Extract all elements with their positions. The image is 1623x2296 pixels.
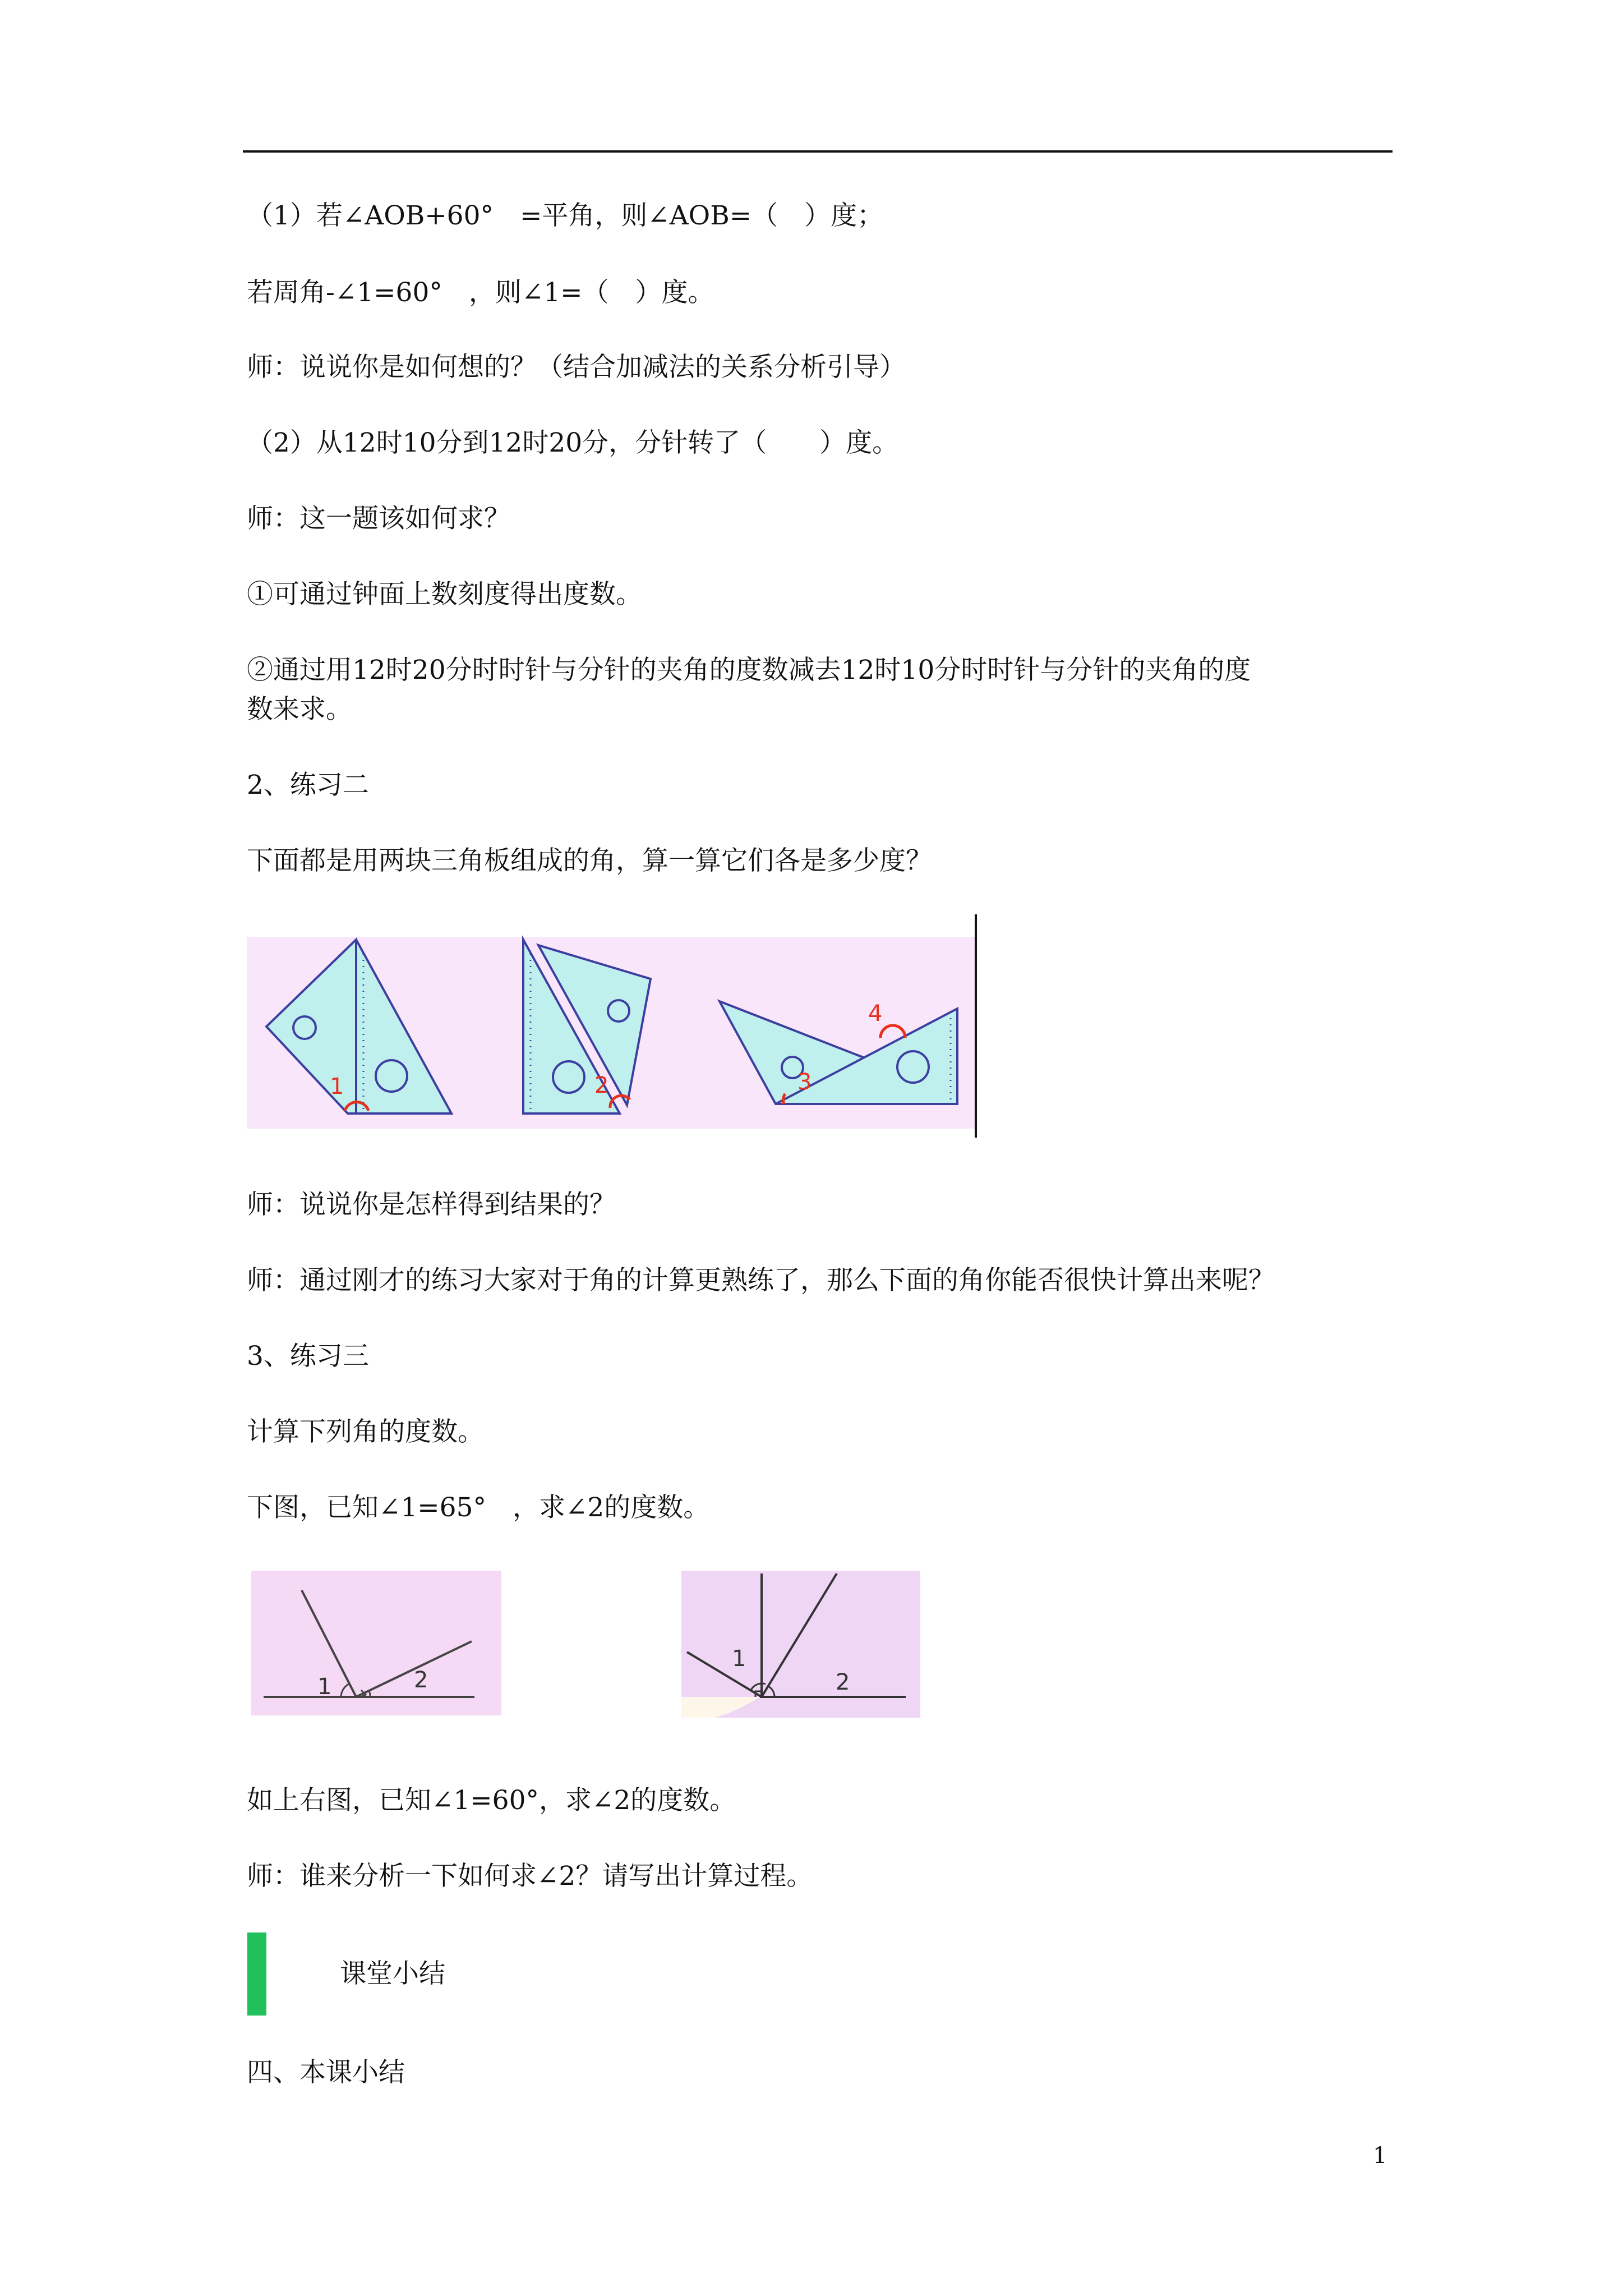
angle-label-3: 3 bbox=[797, 1069, 812, 1095]
method-2-line-1: ②通过用12时20分时时针与分针的夹角的度数减去12时10分时时针与分针的夹角的度 bbox=[247, 655, 1251, 685]
teacher-prompt-2: 师：这一题该如何求？ bbox=[247, 503, 510, 534]
header-rule bbox=[243, 150, 1393, 153]
question-1-line-1: （1）若∠AOB+60° =平角，则∠AOB=（ ）度； bbox=[247, 200, 884, 231]
teacher-prompt-4: 师：通过刚才的练习大家对于角的计算更熟练了，那么下面的角你能否很快计算出来呢？ bbox=[247, 1265, 1275, 1296]
angle-diagram-left bbox=[251, 1571, 501, 1715]
angle-diagram-right bbox=[681, 1571, 920, 1718]
question-1-line-2: 若周角-∠1=60° ，则∠1=（ ）度。 bbox=[247, 277, 714, 308]
exercise-2-instruction: 下面都是用两块三角板组成的角，算一算它们各是多少度？ bbox=[247, 845, 932, 876]
teacher-prompt-3: 师：说说你是怎样得到结果的？ bbox=[247, 1189, 616, 1220]
teacher-prompt-1: 师：说说你是如何想的？（结合加减法的关系分析引导） bbox=[247, 352, 906, 383]
angle-label-2: 2 bbox=[414, 1667, 428, 1693]
exercise-3-question-1: 下图，已知∠1=65° ，求∠2的度数。 bbox=[247, 1492, 710, 1523]
angle-label-2: 2 bbox=[594, 1073, 609, 1098]
method-2-line-2: 数来求。 bbox=[247, 694, 352, 725]
set-square-angles-figure bbox=[247, 914, 987, 1139]
section-exercise-3: 3、练习三 bbox=[247, 1341, 369, 1372]
question-2: （2）从12时10分到12时20分，分针转了（ ）度。 bbox=[247, 427, 899, 458]
angle-label-1: 1 bbox=[330, 1074, 344, 1099]
angle-label-4: 4 bbox=[868, 1001, 883, 1027]
page-number: 1 bbox=[1373, 2143, 1387, 2169]
angle-label-1: 1 bbox=[317, 1674, 332, 1700]
exercise-3-question-2: 如上右图，已知∠1=60°，求∠2的度数。 bbox=[247, 1785, 736, 1816]
exercise-3-instruction: 计算下列角的度数。 bbox=[247, 1416, 484, 1447]
section-lesson-summary: 四、本课小结 bbox=[247, 2057, 405, 2088]
method-1: ①可通过钟面上数刻度得出度数。 bbox=[247, 579, 642, 610]
section-marker-bar bbox=[247, 1932, 266, 2016]
angle-label-2: 2 bbox=[836, 1669, 850, 1695]
section-exercise-2: 2、练习二 bbox=[247, 770, 369, 800]
angle-label-1: 1 bbox=[732, 1646, 746, 1672]
teacher-prompt-5: 师：谁来分析一下如何求∠2？请写出计算过程。 bbox=[247, 1861, 813, 1892]
section-heading-class-summary: 课堂小结 bbox=[340, 1958, 445, 1989]
